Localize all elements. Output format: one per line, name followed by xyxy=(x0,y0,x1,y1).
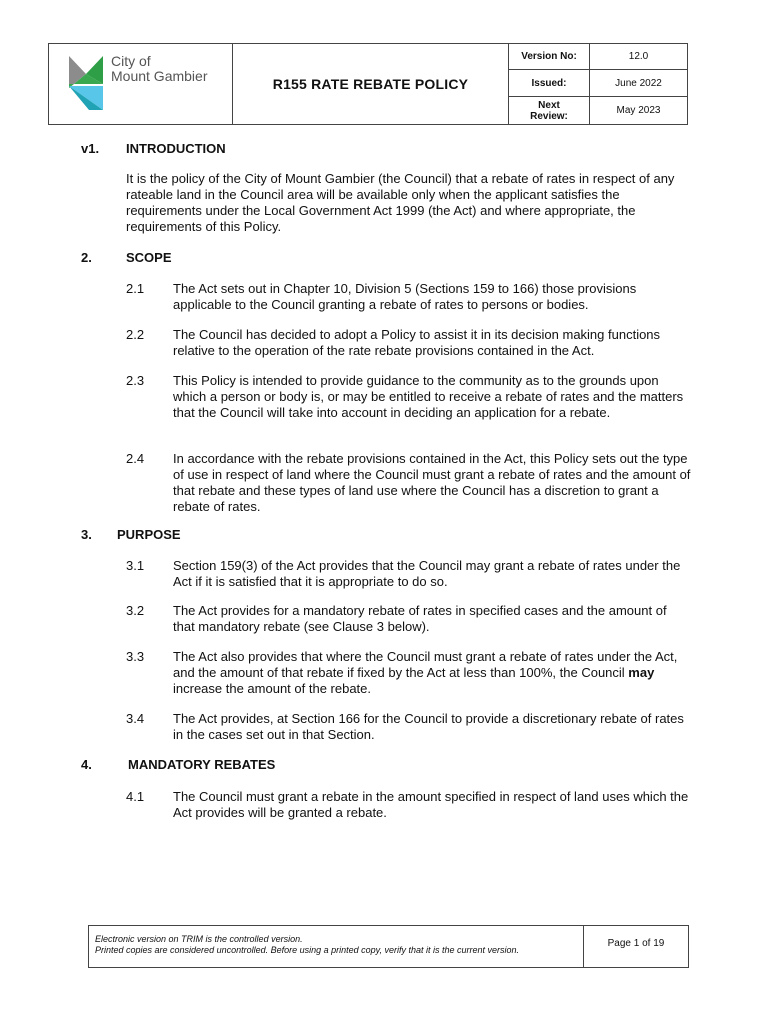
clause-number: 2.4 xyxy=(126,451,145,466)
clause-text xyxy=(173,649,691,697)
introduction-paragraph: It is the policy of the City of Mount Gambier (the Council) that a rebate of rates in respect of any rateable land in the Council area will be available only when the applicant satisfies the requirements under the Local Government Act 1999 (the Act) and where appropriate, the requirements of this Policy. xyxy=(126,171,675,234)
issued-label: Issued: xyxy=(509,70,590,96)
clause-text: The Council has decided to adopt a Policy to assist it in its decision making functions relative to the operation of the rate rebate provisions contained in the Act. xyxy=(173,327,661,358)
logo-line2: Mount Gambier xyxy=(111,68,208,84)
next-review-row xyxy=(509,97,687,124)
document-title: R155 RATE REBATE POLICY xyxy=(233,44,509,124)
issued-row xyxy=(509,70,687,97)
clause-text: In accordance with the rebate provisions contained in the Act, this Policy sets out the type of use in respect of land where the Council must grant a rebate of rates and the amount of that rebate and these types of land use where the Council has a discretion to grant a rebate of rates. xyxy=(173,451,691,514)
clause-text: The Act sets out in Chapter 10, Division 5 (Sections 159 to 166) those provisions applicable to the Council granting a rebate of rates to persons or bodies. xyxy=(173,281,637,312)
section-number: v1. xyxy=(81,141,100,156)
clause-number: 2.2 xyxy=(126,327,145,342)
clause-text: The Act provides, at Section 166 for the Council to provide a discretionary rebate of rates in the cases set out in that Section. xyxy=(173,711,684,742)
section-number: 3. xyxy=(81,527,92,542)
next-review-label xyxy=(509,97,590,124)
clause-number: 3.1 xyxy=(126,558,145,573)
clause-text: The Act provides for a mandatory rebate of rates in specified cases and the amount of that mandatory rebate (see Clause 3 below). xyxy=(173,603,667,634)
version-value: 12.0 xyxy=(628,51,649,62)
clause-text-emphasis: may xyxy=(628,665,655,680)
clause-number: 3.4 xyxy=(126,711,145,726)
clause-text-part: increase the amount of the rebate. xyxy=(173,681,372,696)
clause-number: 3.3 xyxy=(126,649,145,664)
council-logo xyxy=(49,44,233,124)
clause-text: Section 159(3) of the Act provides that the Council may grant a rebate of rates under the Act if it is satisfied that it is appropriate to do so. xyxy=(173,558,681,589)
clause-text: The Council must grant a rebate in the amount specified in respect of land uses which the Act provides will be granted a rebate. xyxy=(173,789,689,820)
document-footer xyxy=(88,925,689,968)
next-review-label-2: Review: xyxy=(530,110,568,122)
page-number: Page 1 of 19 xyxy=(607,938,665,949)
clause-number: 2.3 xyxy=(126,373,145,388)
version-label: Version No: xyxy=(509,44,590,69)
mount-gambier-logo-icon xyxy=(69,54,109,114)
clause-text: This Policy is intended to provide guidance to the community as to the grounds upon which a person or body is, or may be entitled to receive a rebate of rates and the matters that the Council will take into account in deciding an application for a rebate. xyxy=(173,373,684,420)
section-number: 2. xyxy=(81,250,92,265)
version-row xyxy=(509,44,687,70)
footer-note-line2: Printed copies are considered uncontrolled. Before using a printed copy, verify that it is the current version. xyxy=(95,945,520,955)
logo-text xyxy=(111,54,207,84)
section-number: 4. xyxy=(81,757,92,772)
issued-value: June 2022 xyxy=(615,77,662,89)
section-title-purpose: PURPOSE xyxy=(117,527,181,542)
section-title-mandatory-rebates: MANDATORY REBATES xyxy=(128,757,276,772)
next-review-value: May 2023 xyxy=(616,105,661,116)
section-title-introduction: INTRODUCTION xyxy=(126,141,226,156)
controlled-version-note xyxy=(89,926,584,967)
next-review-label-1: Next xyxy=(538,99,560,111)
clause-number: 4.1 xyxy=(126,789,145,804)
clause-text-part: The Act also provides that where the Council must grant a rebate of rates under the Act, and the amount of that rebate if fixed by the Act at less than 100%, the Council xyxy=(173,649,678,680)
logo-line1: City of xyxy=(111,53,151,69)
document-header xyxy=(48,43,688,125)
document-meta xyxy=(509,44,687,124)
clause-number: 3.2 xyxy=(126,603,145,618)
footer-note-line1: Electronic version on TRIM is the controlled version. xyxy=(95,934,303,944)
section-title-scope: SCOPE xyxy=(126,250,172,265)
clause-number: 2.1 xyxy=(126,281,145,296)
